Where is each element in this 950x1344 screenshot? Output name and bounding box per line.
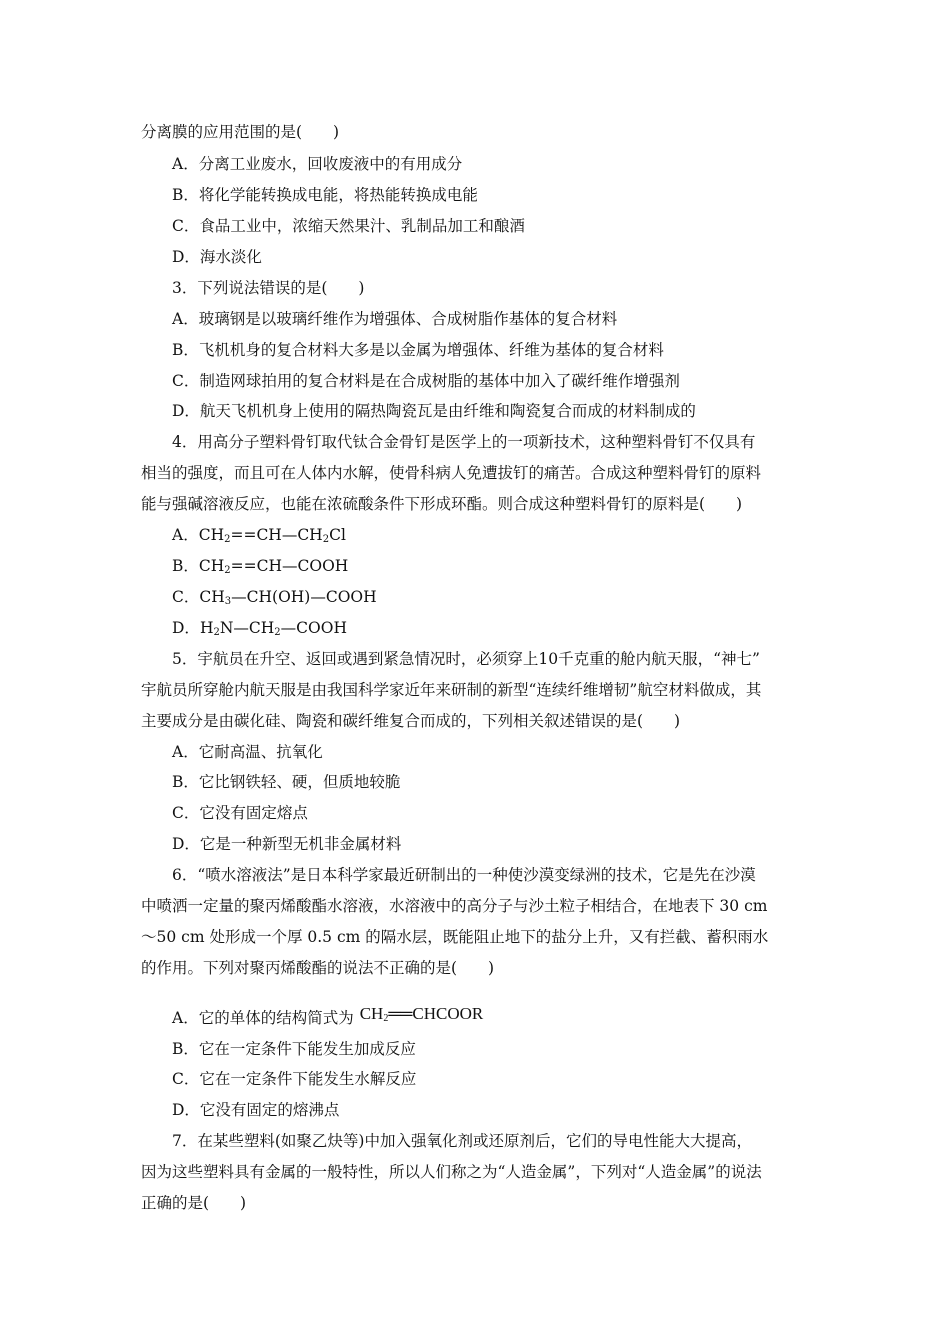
q4-option-b-sub: 2 — [224, 565, 231, 576]
q5-option-b: B．它比钢铁轻、硬，但质地较脆 — [172, 773, 401, 791]
q3-option-a: A．玻璃钢是以玻璃纤维作为增强体、合成树脂作基体的复合材料 — [172, 310, 618, 328]
q4-option-c-sub: 3 — [224, 596, 232, 607]
q6-stem-line-1: 6．“喷水溶液法”是日本科学家最近研制出的一种使沙漠变绿洲的技术，它是先在沙漠 — [172, 866, 756, 884]
q4-option-c-part: —CH(OH)—COOH — [231, 588, 377, 606]
q5-option-a: A．它耐高温、抗氧化 — [172, 743, 323, 761]
formula-part: ══CHCOOR — [388, 1004, 484, 1023]
q5-option-d: D．它是一种新型无机非金属材料 — [172, 835, 402, 853]
q5-stem-line-1: 5．宇航员在升空、返回或遇到紧急情况时，必须穿上10千克重的舱内航天服，“神七” — [172, 650, 760, 668]
q6-option-d: D．它没有固定的熔沸点 — [172, 1101, 340, 1119]
q6-option-a-text: A．它的单体的结构简式为 — [172, 1009, 354, 1027]
q4-option-c — [172, 587, 377, 607]
q5-stem-line-3: 主要成分是由碳化硅、陶瓷和碳纤维复合而成的，下列相关叙述错误的是( ) — [141, 712, 681, 730]
q4-option-a-part: ==CH—CH — [230, 526, 323, 544]
q4-option-d-part: N—CH — [219, 619, 275, 637]
q5-option-c: C．它没有固定熔点 — [172, 804, 308, 822]
q4-option-d-part: H — [199, 619, 214, 637]
q6-option-a — [172, 1004, 484, 1028]
q6-option-c: C．它在一定条件下能发生水解反应 — [172, 1070, 417, 1088]
q4-option-b — [172, 556, 348, 576]
q7-stem-line-3: 正确的是( ) — [141, 1194, 247, 1212]
q2-option-a: A．分离工业废水，回收废液中的有用成分 — [172, 155, 463, 173]
q4-stem-line-2: 相当的强度，而且可在人体内水解，使骨科病人免遭拔钉的痛苦。合成这种塑料骨钉的原料 — [141, 464, 762, 482]
q7-stem-line-2: 因为这些塑料具有金属的一般特性，所以人们称之为“人造金属”，下列对“人造金属”的说法 — [141, 1163, 762, 1181]
q4-stem-line-1: 4．用高分子塑料骨钉取代钛合金骨钉是医学上的一项新技术，这种塑料骨钉不仅具有 — [172, 433, 756, 451]
q4-option-a-label: A． — [172, 526, 199, 544]
q6-stem-line-2: 中喷洒一定量的聚丙烯酸酯水溶液，水溶液中的高分子与沙土粒子相结合，在地表下 30 cm — [141, 897, 768, 915]
q3-option-c: C．制造网球拍用的复合材料是在合成树脂的基体中加入了碳纤维作增强剂 — [172, 372, 680, 390]
q4-option-a — [172, 525, 346, 545]
q4-option-d-part: —COOH — [280, 619, 347, 637]
q4-option-b-part: CH — [198, 557, 225, 575]
q5-stem-line-2: 宇航员所穿舱内航天服是由我国科学家近年来研制的新型“连续纤维增韧”航空材料做成，其 — [141, 681, 762, 699]
q3-stem: 3．下列说法错误的是( ) — [172, 279, 365, 297]
formula-sub: 2 — [383, 1013, 389, 1024]
q4-option-b-label: B． — [172, 557, 199, 575]
q6-stem-line-4: 的作用。下列对聚丙烯酸酯的说法不正确的是( ) — [141, 959, 495, 977]
q3-option-d: D．航天飞机机身上使用的隔热陶瓷瓦是由纤维和陶瓷复合而成的材料制成的 — [172, 402, 696, 420]
q6-option-b: B．它在一定条件下能发生加成反应 — [172, 1040, 416, 1058]
q4-option-d-sub: 2 — [274, 627, 281, 638]
q4-option-d-label: D． — [172, 619, 200, 637]
q3-option-b: B．飞机机身的复合材料大多是以金属为增强体、纤维为基体的复合材料 — [172, 341, 664, 359]
q6-stem-line-3: ～50 cm 处形成一个厚 0.5 cm 的隔水层，既能阻止地下的盐分上升，又有拦截、蓄积雨水 — [141, 928, 769, 946]
q2-option-c: C．食品工业中，浓缩天然果汁、乳制品加工和酿酒 — [172, 217, 525, 235]
q4-option-a-part: CH — [198, 526, 225, 544]
q4-option-b-part: ==CH—COOH — [230, 557, 349, 575]
q2-stem-tail: 分离膜的应用范围的是( ) — [141, 123, 340, 141]
q4-option-a-sub: 2 — [322, 534, 330, 545]
q4-option-d-sub: 2 — [213, 627, 220, 638]
q4-option-d — [172, 618, 347, 638]
q2-option-b: B．将化学能转换成电能，将热能转换成电能 — [172, 186, 478, 204]
q4-stem-line-3: 能与强碱溶液反应，也能在浓硫酸条件下形成环酯。则合成这种塑料骨钉的原料是( ) — [141, 495, 743, 513]
q4-option-c-label: C． — [172, 588, 200, 606]
q2-option-d: D．海水淡化 — [172, 248, 262, 266]
monomer-formula — [360, 1004, 484, 1023]
q4-option-a-part: Cl — [329, 526, 346, 544]
formula-part: CH — [359, 1004, 384, 1023]
q4-option-c-part: CH — [199, 588, 225, 606]
q4-option-a-sub: 2 — [224, 534, 231, 545]
q7-stem-line-1: 7．在某些塑料(如聚乙炔等)中加入强氧化剂或还原剂后，它们的导电性能大大提高， — [172, 1132, 752, 1150]
